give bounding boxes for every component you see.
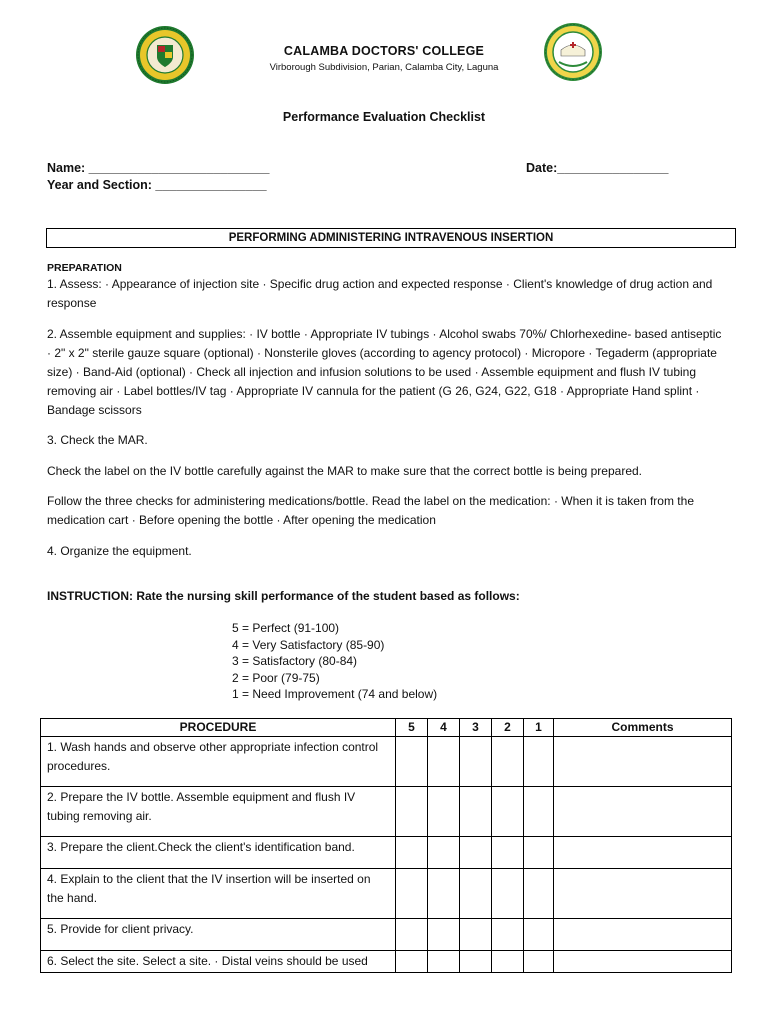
preparation-step-assess: 1. Assess: · Appearance of injection site · Specific drug action and expected response · Client's knowledge of drug action and response	[47, 277, 713, 310]
score-cell[interactable]	[428, 837, 460, 869]
table-row	[41, 837, 732, 869]
preparation-check-label: Check the label on the IV bottle carefully against the MAR to make sure that the correct bottle is being prepared.	[47, 464, 642, 478]
comment-cell[interactable]	[554, 919, 732, 951]
score-cell[interactable]	[492, 919, 524, 951]
score-cell[interactable]	[524, 787, 554, 837]
score-cell[interactable]	[492, 737, 524, 787]
score-cell[interactable]	[492, 951, 524, 973]
scale-item: 2 = Poor (79-75)	[232, 670, 320, 685]
table-row	[41, 951, 732, 973]
comment-cell[interactable]	[554, 837, 732, 869]
score-cell[interactable]	[396, 837, 428, 869]
score-cell[interactable]	[460, 951, 492, 973]
name-field[interactable]: Name: __________________________	[47, 161, 270, 175]
score-cell[interactable]	[492, 837, 524, 869]
score-cell[interactable]	[396, 869, 428, 919]
score-cell[interactable]	[460, 837, 492, 869]
score-cell[interactable]	[396, 787, 428, 837]
header-score-4: 4	[428, 719, 460, 737]
scale-item: 3 = Satisfactory (80-84)	[232, 654, 358, 668]
comment-cell[interactable]	[554, 951, 732, 973]
score-cell[interactable]	[396, 737, 428, 787]
scale-item: 1 = Need Improvement (74 and below)	[232, 687, 438, 701]
score-cell[interactable]	[492, 787, 524, 837]
procedure-cell: 2. Prepare the IV bottle. Assemble equipment and flush IV tubing removing air.	[41, 787, 396, 837]
college-name: CALAMBA DOCTORS' COLLEGE	[283, 44, 485, 58]
score-cell[interactable]	[428, 737, 460, 787]
preparation-step-assemble: 2. Assemble equipment and supplies: · IV bottle · Appropriate IV tubings · Alcohol swabs 70%/ Chlorhexedine- based antiseptic · 2" x 2" sterile gauze square (optional) · Nonsterile gloves (according to agency protocol) · Micropore · Tegaderm (appropriate size) · Band-Aid (optional) · Check all injection and infusion solutions to be used · Assemble equipment and flush IV tubing removing air · Label bottles/IV tag · Appropriate IV cannula for the patient (G 26, G24, G22, G18 · Appropriate Hand splint · Bandage scissors	[47, 327, 722, 417]
date-field[interactable]: Date:________________	[526, 161, 669, 175]
skill-title-box: PERFORMING ADMINISTERING INTRAVENOUS INSERTION	[46, 228, 736, 248]
procedure-cell: 4. Explain to the client that the IV insertion will be inserted on the hand.	[41, 869, 396, 919]
document-title: Performance Evaluation Checklist	[282, 110, 486, 124]
college-address: Virborough Subdivision, Parian, Calamba City, Laguna	[269, 62, 499, 73]
comment-cell[interactable]	[554, 737, 732, 787]
header-score-2: 2	[492, 719, 524, 737]
table-row	[41, 787, 732, 837]
comment-cell[interactable]	[554, 787, 732, 837]
score-cell[interactable]	[396, 951, 428, 973]
score-cell[interactable]	[524, 837, 554, 869]
procedure-cell: 3. Prepare the client.Check the client's identification band.	[41, 837, 396, 869]
score-cell[interactable]	[428, 951, 460, 973]
header-score-1: 1	[524, 719, 554, 737]
preparation-heading: PREPARATION	[47, 262, 122, 274]
rating-scale	[232, 620, 437, 703]
scale-item: 4 = Very Satisfactory (85-90)	[232, 637, 385, 652]
score-cell[interactable]	[428, 787, 460, 837]
comment-cell[interactable]	[554, 869, 732, 919]
score-cell[interactable]	[460, 919, 492, 951]
header-score-3: 3	[460, 719, 492, 737]
score-cell[interactable]	[460, 787, 492, 837]
score-cell[interactable]	[492, 869, 524, 919]
score-cell[interactable]	[460, 869, 492, 919]
table-row	[41, 919, 732, 951]
score-cell[interactable]	[396, 919, 428, 951]
rating-instruction: INSTRUCTION: Rate the nursing skill performance of the student based as follows:	[47, 589, 520, 603]
score-cell[interactable]	[524, 951, 554, 973]
score-cell[interactable]	[524, 869, 554, 919]
procedure-table	[40, 718, 732, 973]
procedure-cell: 1. Wash hands and observe other appropriate infection control procedures.	[41, 737, 396, 787]
table-header-row	[41, 719, 732, 737]
table-row	[41, 737, 732, 787]
score-cell[interactable]	[524, 737, 554, 787]
header-score-5: 5	[396, 719, 428, 737]
table-row	[41, 869, 732, 919]
header-procedure: PROCEDURE	[41, 719, 396, 737]
year-section-field[interactable]: Year and Section: ________________	[47, 178, 267, 192]
procedure-cell: 5. Provide for client privacy.	[41, 919, 396, 951]
scale-item: 5 = Perfect (91-100)	[232, 621, 340, 635]
procedure-cell: 6. Select the site. Select a site. · Distal veins should be used	[41, 951, 396, 973]
score-cell[interactable]	[428, 919, 460, 951]
preparation-step-organize: 4. Organize the equipment.	[47, 544, 192, 558]
preparation-three-checks: Follow the three checks for administering medications/bottle. Read the label on the medication: · When it is taken from the medication cart · Before opening the bottle · After opening the medication	[47, 494, 694, 527]
score-cell[interactable]	[460, 737, 492, 787]
score-cell[interactable]	[428, 869, 460, 919]
score-cell[interactable]	[524, 919, 554, 951]
preparation-step-check-mar: 3. Check the MAR.	[47, 433, 148, 447]
header-comments: Comments	[554, 719, 732, 737]
